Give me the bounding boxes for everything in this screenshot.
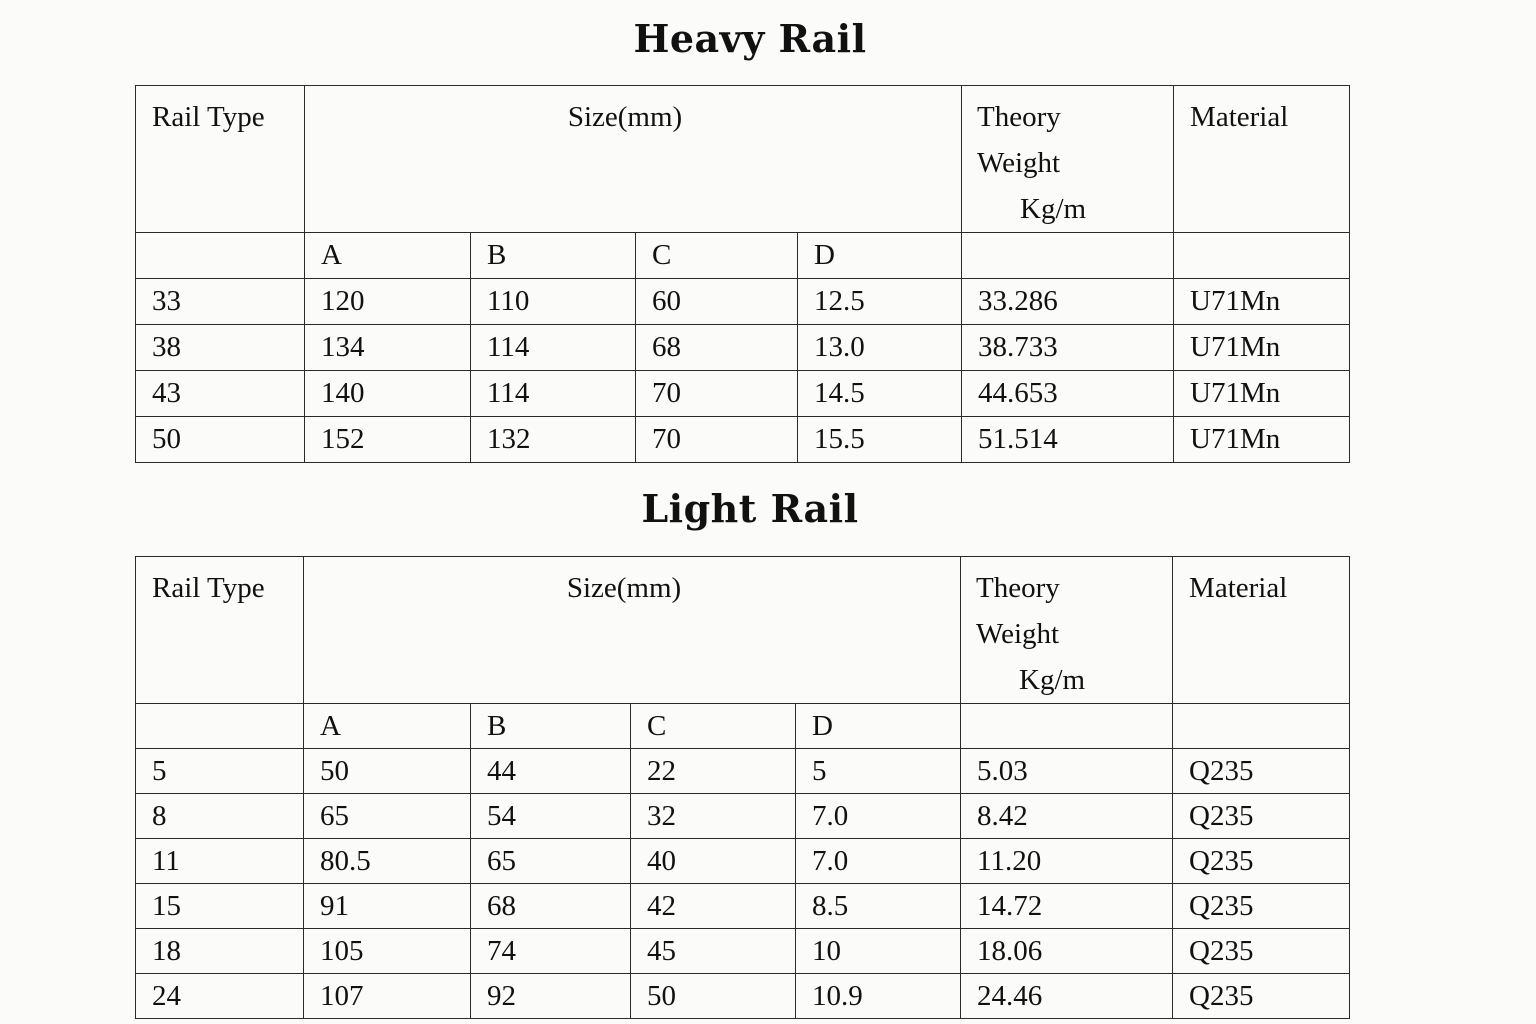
table-cell: U71Mn	[1174, 325, 1350, 371]
table-cell: 80.5	[304, 839, 471, 884]
heavy-rail-title: Heavy Rail	[633, 16, 867, 61]
table-cell: 74	[471, 929, 631, 974]
table-cell: 22	[631, 749, 796, 794]
table-cell: 134	[305, 325, 471, 371]
table-cell: Q235	[1173, 884, 1350, 929]
subheader-cell: A	[304, 704, 471, 749]
table-cell: 105	[304, 929, 471, 974]
table-cell: 18	[136, 929, 304, 974]
table-cell: Q235	[1173, 974, 1350, 1019]
header-rail-type: Rail Type	[136, 557, 304, 704]
table-cell: U71Mn	[1174, 371, 1350, 417]
subheader-cell	[1173, 704, 1350, 749]
table-cell: 11.20	[961, 839, 1173, 884]
subheader-cell: C	[636, 233, 798, 279]
table-cell: 5.03	[961, 749, 1173, 794]
light-rail-title: Light Rail	[641, 486, 859, 531]
table-cell: 44	[471, 749, 631, 794]
header-theory-weight-line: Weight	[977, 147, 1061, 179]
table-cell: 44.653	[962, 371, 1174, 417]
header-row	[136, 557, 1350, 704]
table-row	[136, 974, 1350, 1019]
header-row	[136, 86, 1350, 233]
table-cell: 70	[636, 417, 798, 463]
table-cell: 40	[631, 839, 796, 884]
table-cell: 42	[631, 884, 796, 929]
table-cell: 120	[305, 279, 471, 325]
table-cell: 7.0	[796, 794, 961, 839]
subheader-cell: C	[631, 704, 796, 749]
header-theory-weight-line: Theory	[977, 101, 1061, 133]
table-cell: 12.5	[798, 279, 962, 325]
subheader-row	[136, 704, 1350, 749]
table-cell: 140	[305, 371, 471, 417]
table-cell: U71Mn	[1174, 279, 1350, 325]
table-cell: 24.46	[961, 974, 1173, 1019]
table-cell: 43	[136, 371, 305, 417]
table-cell: Q235	[1173, 794, 1350, 839]
table-cell: 33	[136, 279, 305, 325]
table-cell: 91	[304, 884, 471, 929]
table-row	[136, 749, 1350, 794]
table-cell: 15	[136, 884, 304, 929]
table-cell: 68	[636, 325, 798, 371]
table-cell: 107	[304, 974, 471, 1019]
header-material: Material	[1173, 557, 1350, 704]
table-cell: 92	[471, 974, 631, 1019]
subheader-cell	[136, 704, 304, 749]
table-cell: 132	[471, 417, 636, 463]
table-cell: Q235	[1173, 929, 1350, 974]
table-cell: 10	[796, 929, 961, 974]
table-row	[136, 884, 1350, 929]
table-cell: Q235	[1173, 749, 1350, 794]
header-theory-weight-line: Weight	[976, 618, 1060, 650]
table-cell: 54	[471, 794, 631, 839]
table-cell: 11	[136, 839, 304, 884]
light-rail-table	[135, 556, 1350, 1019]
header-theory-weight-line: Theory	[976, 572, 1060, 604]
table-cell: 18.06	[961, 929, 1173, 974]
table-cell: 32	[631, 794, 796, 839]
header-theory-weight-line: Kg/m	[1020, 193, 1087, 225]
table-cell: 50	[631, 974, 796, 1019]
table-row	[136, 417, 1350, 463]
table-cell: 45	[631, 929, 796, 974]
table-cell: Q235	[1173, 839, 1350, 884]
table-row	[136, 794, 1350, 839]
table-cell: 38	[136, 325, 305, 371]
heavy-rail-table	[135, 85, 1350, 463]
table-cell: 13.0	[798, 325, 962, 371]
header-size: Size(mm)	[304, 557, 961, 704]
header-theory-weight	[962, 86, 1174, 233]
subheader-cell: A	[305, 233, 471, 279]
table-cell: 152	[305, 417, 471, 463]
table-cell: 14.5	[798, 371, 962, 417]
subheader-cell: B	[471, 704, 631, 749]
subheader-cell: D	[796, 704, 961, 749]
table-cell: 10.9	[796, 974, 961, 1019]
table-cell: 38.733	[962, 325, 1174, 371]
table-cell: 114	[471, 325, 636, 371]
table-row	[136, 839, 1350, 884]
subheader-cell	[962, 233, 1174, 279]
subheader-row	[136, 233, 1350, 279]
header-theory-weight	[961, 557, 1173, 704]
table-cell: 110	[471, 279, 636, 325]
subheader-cell: B	[471, 233, 636, 279]
table-cell: 68	[471, 884, 631, 929]
subheader-cell	[961, 704, 1173, 749]
table-cell: 50	[304, 749, 471, 794]
header-material: Material	[1174, 86, 1350, 233]
table-row	[136, 929, 1350, 974]
table-cell: 15.5	[798, 417, 962, 463]
subheader-cell	[136, 233, 305, 279]
table-cell: U71Mn	[1174, 417, 1350, 463]
table-cell: 8	[136, 794, 304, 839]
subheader-cell: D	[798, 233, 962, 279]
table-cell: 114	[471, 371, 636, 417]
table-cell: 70	[636, 371, 798, 417]
header-theory-weight-line: Kg/m	[1019, 664, 1086, 696]
table-cell: 33.286	[962, 279, 1174, 325]
header-rail-type: Rail Type	[136, 86, 305, 233]
table-cell: 60	[636, 279, 798, 325]
table-row	[136, 279, 1350, 325]
table-cell: 50	[136, 417, 305, 463]
table-cell: 24	[136, 974, 304, 1019]
table-cell: 65	[471, 839, 631, 884]
table-row	[136, 325, 1350, 371]
table-cell: 5	[796, 749, 961, 794]
table-cell: 5	[136, 749, 304, 794]
table-row	[136, 371, 1350, 417]
table-cell: 65	[304, 794, 471, 839]
table-cell: 8.42	[961, 794, 1173, 839]
table-cell: 51.514	[962, 417, 1174, 463]
table-cell: 14.72	[961, 884, 1173, 929]
table-cell: 8.5	[796, 884, 961, 929]
subheader-cell	[1174, 233, 1350, 279]
table-cell: 7.0	[796, 839, 961, 884]
header-size: Size(mm)	[305, 86, 962, 233]
